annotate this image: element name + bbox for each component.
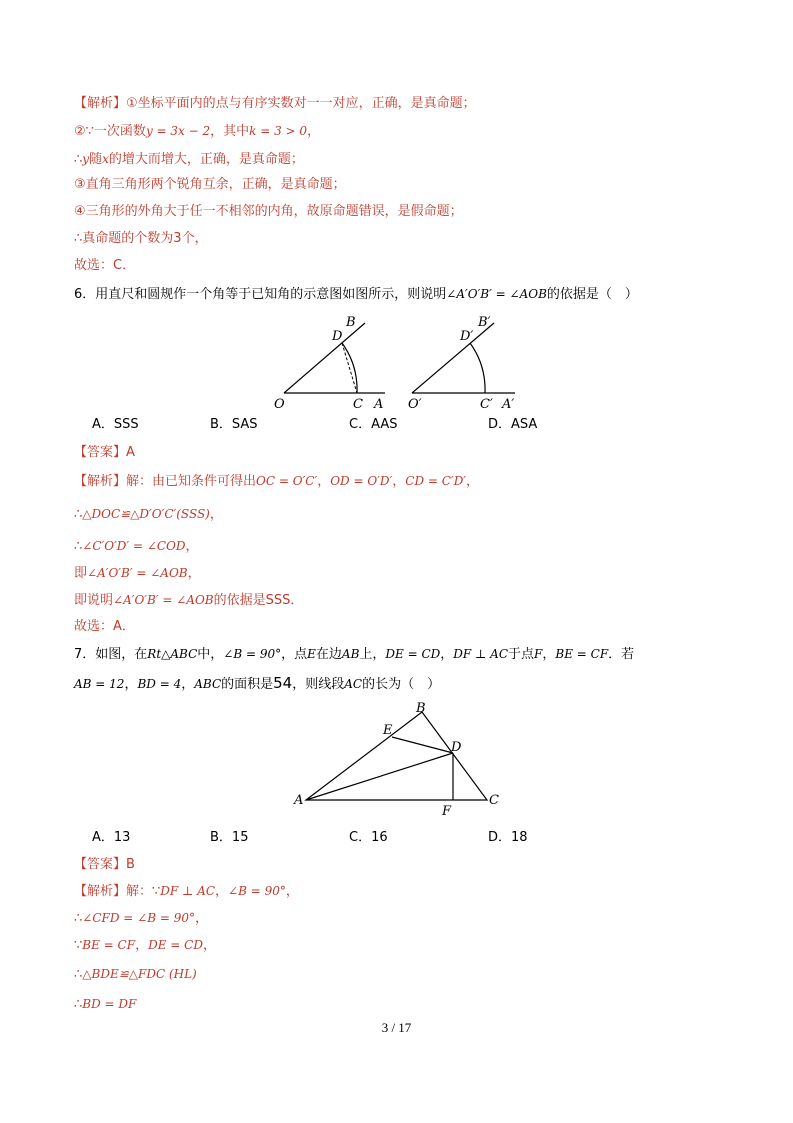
analysis-tag: 【解析】 bbox=[74, 96, 127, 111]
label-d: D bbox=[451, 740, 462, 755]
triangle-abc bbox=[306, 712, 487, 800]
q7-stem-line-1: 7．如图，在Rt△ABC中，∠B = 90°，点E在边AB上，DE = CD，DF ⊥ AC于点F，BE = CF．若 bbox=[74, 647, 635, 662]
label-b: B bbox=[416, 701, 426, 716]
label-a: A bbox=[374, 397, 384, 412]
q6-solution-line-6: 故选：A． bbox=[74, 619, 135, 634]
q6-option-d[interactable]: D．ASA bbox=[488, 417, 538, 432]
label-c: C bbox=[489, 793, 499, 808]
label-d-prime: D′ bbox=[460, 329, 474, 344]
q7-option-d[interactable]: D．18 bbox=[488, 830, 528, 845]
ray-ob bbox=[284, 323, 365, 393]
analysis-line-1: 【解析】①坐标平面内的点与有序实数对一一对应，正确，是真命题； bbox=[74, 96, 476, 111]
q6-answer: 【答案】A bbox=[74, 445, 135, 460]
segment-ad bbox=[306, 753, 453, 800]
q6-solution-line-1: 【解析】解：由已知条件可得出OC = O′C′，OD = O′D′，CD = C′D′， bbox=[74, 474, 480, 489]
label-a-prime: A′ bbox=[502, 397, 515, 412]
label-d: D bbox=[332, 329, 343, 344]
q7-solution-line-2: ∴∠CFD = ∠B = 90°， bbox=[74, 911, 208, 926]
q6-solution-line-5: 即说明∠A′O′B′ = ∠AOB的依据是SSS． bbox=[74, 593, 304, 608]
q7-option-c[interactable]: C．16 bbox=[349, 830, 388, 845]
q7-solution-line-3: ∵BE = CF，DE = CD， bbox=[74, 938, 216, 953]
q7-solution-line-4: ∴△BDE≌△FDC (HL) bbox=[74, 967, 197, 982]
q7-answer: 【答案】B bbox=[74, 857, 135, 872]
page-number: 3 / 17 bbox=[381, 1020, 412, 1035]
label-a: A bbox=[294, 793, 304, 808]
label-c: C bbox=[353, 397, 363, 412]
q7-option-b[interactable]: B．15 bbox=[210, 830, 249, 845]
analysis-line-7: 故选：C． bbox=[74, 258, 136, 273]
label-c-prime: C′ bbox=[480, 397, 493, 412]
analysis-line-3: ∴y随x的增大而增大，正确，是真命题； bbox=[74, 152, 304, 167]
q7-stem-line-2: AB = 12，BD = 4，ABC的面积是54，则线段AC的长为（ ） bbox=[74, 674, 441, 692]
analysis-line-4: ③直角三角形两个锐角互余，正确，是真命题； bbox=[74, 177, 346, 192]
label-o-prime: O′ bbox=[408, 397, 422, 412]
arc-right bbox=[470, 343, 485, 393]
segment-ed bbox=[392, 737, 453, 753]
q6-stem: 6．用直尺和圆规作一个角等于已知角的示意图如图所示，则说明∠A′O′B′ = ∠AOB的依据是（ ） bbox=[74, 287, 638, 302]
q6-option-c[interactable]: C．AAS bbox=[349, 417, 398, 432]
q6-solution-line-2: ∴△DOC≌△D′O′C′(SSS)， bbox=[74, 507, 223, 522]
label-e: E bbox=[383, 723, 393, 738]
label-b-prime: B′ bbox=[478, 315, 491, 330]
q6-option-b[interactable]: B．SAS bbox=[210, 417, 258, 432]
q6-figure bbox=[270, 310, 530, 415]
label-b: B bbox=[346, 315, 356, 330]
analysis-line-5: ④三角形的外角大于任一不相邻的内角，故原命题错误，是假命题； bbox=[74, 204, 463, 219]
label-f: F bbox=[442, 804, 452, 819]
analysis-line-2: ②∵一次函数y = 3x − 2，其中k = 3 > 0， bbox=[74, 124, 321, 139]
q6-option-a[interactable]: A．SSS bbox=[92, 417, 139, 432]
q7-solution-line-5: ∴BD = DF bbox=[74, 997, 137, 1012]
label-o: O bbox=[274, 397, 285, 412]
analysis-line-6: ∴真命题的个数为3个， bbox=[74, 231, 208, 246]
q6-solution-line-3: ∴∠C′O′D′ = ∠COD， bbox=[74, 539, 199, 554]
q7-figure bbox=[290, 700, 510, 825]
q7-option-a[interactable]: A．13 bbox=[92, 830, 131, 845]
ray-o-b-prime bbox=[412, 323, 494, 393]
q6-solution-line-4: 即∠A′O′B′ = ∠AOB， bbox=[74, 566, 201, 581]
q7-solution-line-1: 【解析】解：∵DF ⊥ AC，∠B = 90°， bbox=[74, 884, 299, 899]
